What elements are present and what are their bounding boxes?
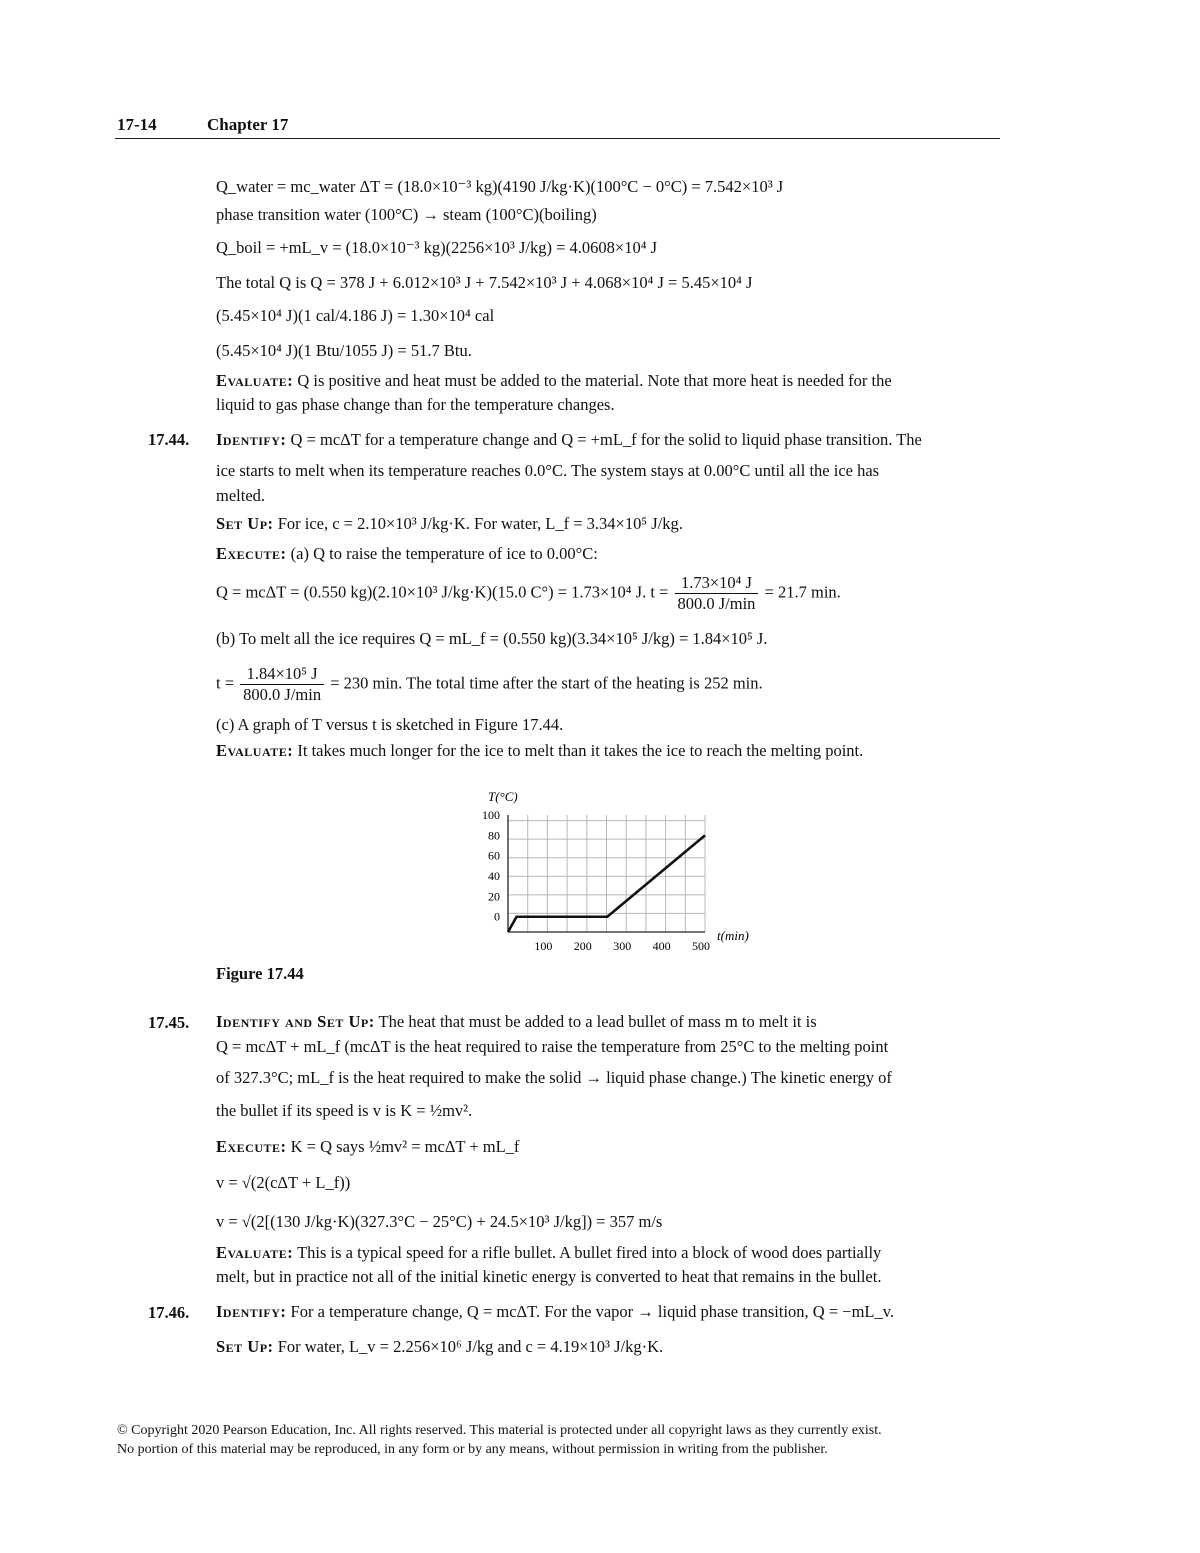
identify-setup-label: Identify and Set Up: <box>216 1012 375 1031</box>
identify-text: Q = mcΔT for a temperature change and Q = +mL_f for the solid to liquid phase transition. The <box>286 430 922 449</box>
page-number: 17-14 <box>117 115 157 134</box>
execute-text: K = Q says ½mv² = mcΔT + mL_f <box>286 1137 520 1156</box>
equation-b-start: t = <box>216 673 235 693</box>
text-line: Q = mcΔT + mL_f (mcΔT is the heat required to raise the temperature from 25°C to the melting point <box>216 1037 889 1056</box>
header-rule <box>115 138 1000 139</box>
text-line: phase transition water (100°C) → steam (100°C)(boiling) <box>216 205 597 224</box>
execute-line <box>216 1136 519 1158</box>
chapter-title: Chapter 17 <box>207 115 289 134</box>
identify-setup-text: The heat that must be added to a lead bullet of mass m to melt it is <box>374 1012 817 1031</box>
y-axis-label: T(°C) <box>488 789 518 804</box>
copyright-line: No portion of this material may be reproduced, in any form or by any means, without permission in writing from the publisher. <box>117 1442 828 1457</box>
fraction-b-denominator: 800.0 J/min <box>243 685 322 704</box>
problem-number-17-44: 17.44. <box>148 430 190 449</box>
text-line: of 327.3°C; mL_f is the heat required to make the solid → liquid phase change.) The kinetic energy of <box>216 1068 892 1087</box>
equation-v-numeric: v = √(2[(130 J/kg·K)(327.3°C − 25°C) + 24.5×10³ J/kg]) = 357 m/s <box>216 1212 663 1231</box>
setup-text: For ice, c = 2.10×10³ J/kg·K. For water, L_f = 3.34×10⁵ J/kg. <box>273 514 683 533</box>
equation-part-a <box>216 573 841 614</box>
x-tick-label: 100 <box>534 939 553 953</box>
figure-label: Figure 17.44 <box>216 964 304 983</box>
y-tick-label: 0 <box>494 909 500 924</box>
equation-a-end: = 21.7 min. <box>764 582 841 602</box>
evaluate-line <box>216 1242 881 1264</box>
identify-line <box>216 1301 894 1323</box>
equation-q-water: Q_water = mc_water ΔT = (18.0×10⁻³ kg)(4190 J/kg·K)(100°C − 0°C) = 7.542×10³ J <box>216 177 784 196</box>
setup-line <box>216 513 683 535</box>
execute-label: Execute: <box>216 1137 287 1156</box>
setup-text: For water, L_v = 2.256×10⁶ J/kg and c = 4.19×10³ J/kg·K. <box>273 1337 664 1356</box>
y-tick-label: 20 <box>488 889 500 904</box>
fraction-a-denominator: 800.0 J/min <box>677 594 756 613</box>
fraction-a <box>675 573 759 614</box>
problem-number-17-46: 17.46. <box>148 1303 190 1322</box>
equation-q-boil: Q_boil = +mL_v = (18.0×10⁻³ kg)(2256×10³ J/kg) = 4.0608×10⁴ J <box>216 238 658 257</box>
text-line: melt, but in practice not all of the initial kinetic energy is converted to heat that remains in the bullet. <box>216 1267 882 1286</box>
execute-label: Execute: <box>216 544 287 563</box>
x-axis-label: t(min) <box>717 928 749 943</box>
fraction-b-numerator: 1.84×10⁵ J <box>240 664 324 685</box>
copyright-line: © Copyright 2020 Pearson Education, Inc. All rights reserved. This material is protected under all copyright laws as they currently exist. <box>117 1423 882 1438</box>
y-tick-label: 100 <box>482 808 500 822</box>
evaluate-label: Evaluate: <box>216 371 294 390</box>
problem-number-17-45: 17.45. <box>148 1013 190 1032</box>
part-b-line: (b) To melt all the ice requires Q = mL_f = (0.550 kg)(3.34×10⁵ J/kg) = 1.84×10⁵ J. <box>216 629 768 648</box>
text-line: the bullet if its speed is v is K = ½mv². <box>216 1101 473 1120</box>
equation-total-q: The total Q is Q = 378 J + 6.012×10³ J + 7.542×10³ J + 4.068×10⁴ J = 5.45×10⁴ J <box>216 273 753 292</box>
x-tick-label: 400 <box>652 939 671 953</box>
identify-label: Identify: <box>216 1302 287 1321</box>
x-tick-label: 500 <box>692 939 710 953</box>
y-tick-label: 60 <box>488 848 500 863</box>
identify-label: Identify: <box>216 430 287 449</box>
equation-b-end: = 230 min. The total time after the start of the heating is 252 min. <box>330 673 763 693</box>
fraction-a-numerator: 1.73×10⁴ J <box>675 573 759 594</box>
fraction-b <box>240 664 324 705</box>
evaluate-text: Q is positive and heat must be added to the material. Note that more heat is needed for the <box>293 371 892 390</box>
identify-line <box>216 429 922 451</box>
equation-a-text: Q = mcΔT = (0.550 kg)(2.10×10³ J/kg·K)(15.0 C°) = 1.73×10⁴ J. t = <box>216 582 669 602</box>
part-c-line: (c) A graph of T versus t is sketched in Figure 17.44. <box>216 715 564 734</box>
setup-label: Set Up: <box>216 514 274 533</box>
x-tick-label: 200 <box>573 939 592 953</box>
equation-part-b <box>216 664 763 705</box>
setup-line <box>216 1336 663 1358</box>
y-tick-label: 40 <box>488 869 500 884</box>
text-line: liquid to gas phase change than for the temperature changes. <box>216 395 615 414</box>
identify-setup-line <box>216 1011 817 1033</box>
execute-line <box>216 543 598 565</box>
figure-17-44-chart <box>460 780 780 960</box>
setup-label: Set Up: <box>216 1337 274 1356</box>
evaluate-line <box>216 740 863 762</box>
evaluate-text: This is a typical speed for a rifle bullet. A bullet fired into a block of wood does partially <box>293 1243 882 1262</box>
evaluate-text: It takes much longer for the ice to melt than it takes the ice to reach the melting point. <box>293 741 864 760</box>
y-tick-label: 80 <box>488 828 500 843</box>
identify-text: For a temperature change, Q = mcΔT. For the vapor → liquid phase transition, Q = −mL_v. <box>286 1302 895 1321</box>
evaluate-label: Evaluate: <box>216 741 294 760</box>
equation-v-general: v = √(2(cΔT + L_f)) <box>216 1173 351 1192</box>
equation-cal: (5.45×10⁴ J)(1 cal/4.186 J) = 1.30×10⁴ cal <box>216 306 495 325</box>
text-line: melted. <box>216 486 266 505</box>
evaluate-line <box>216 370 892 392</box>
evaluate-label: Evaluate: <box>216 1243 294 1262</box>
text-line: ice starts to melt when its temperature reaches 0.0°C. The system stays at 0.00°C until all the ice has <box>216 461 880 480</box>
execute-text: (a) Q to raise the temperature of ice to 0.00°C: <box>286 544 598 563</box>
equation-btu: (5.45×10⁴ J)(1 Btu/1055 J) = 51.7 Btu. <box>216 341 472 360</box>
x-tick-label: 300 <box>613 939 632 953</box>
